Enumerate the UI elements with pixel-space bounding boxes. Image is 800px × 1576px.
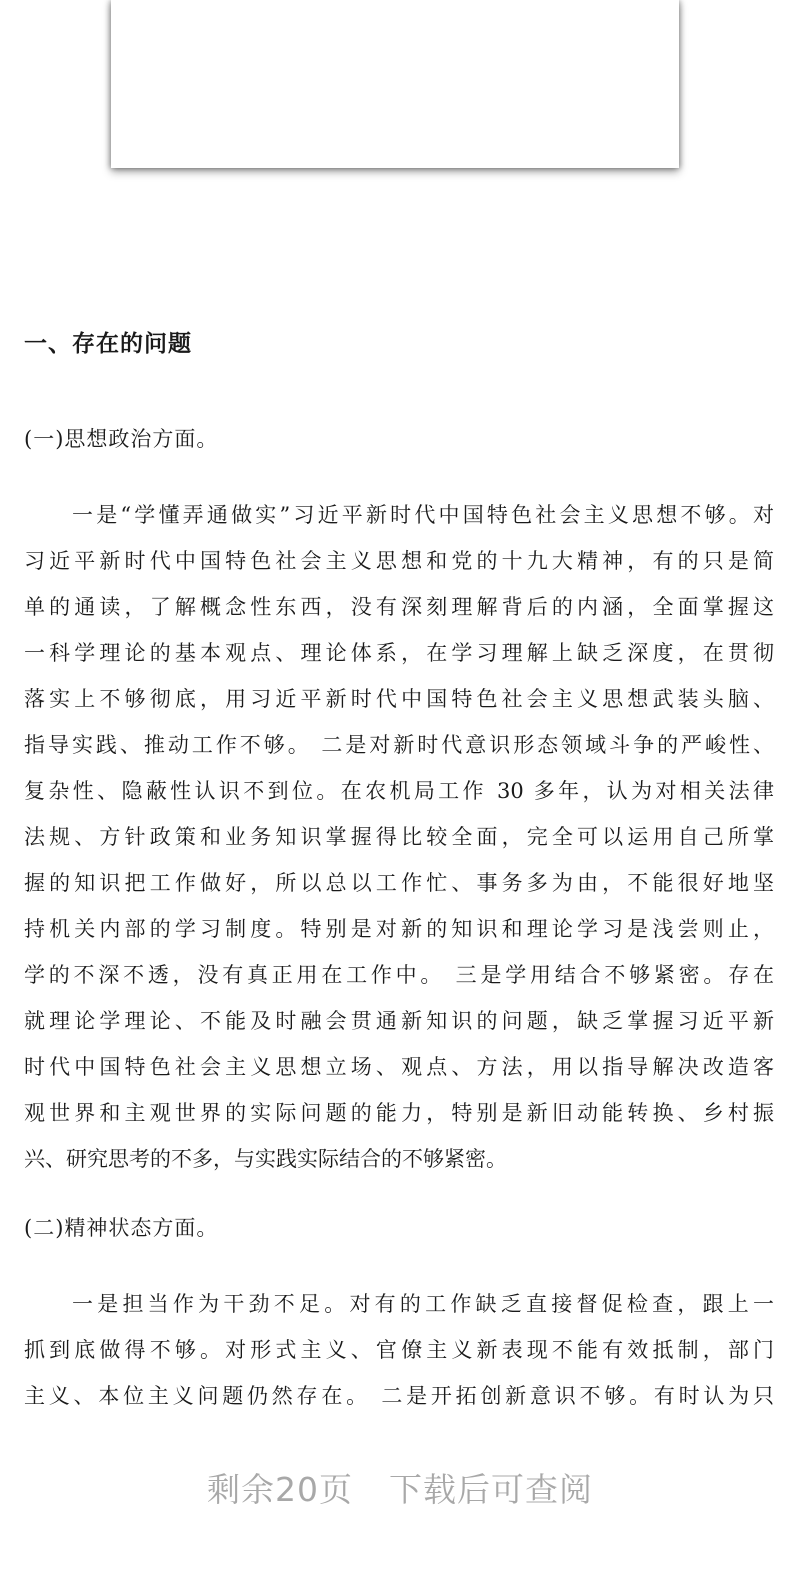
text-line: 握的知识把工作做好，所以总以工作忙、事务多为由，不能很好地坚 [24,871,774,895]
paragraph-spirit [24,1281,774,1419]
text-line: 指导实践、推动工作不够。 二是对新时代意识形态领域斗争的严峻性、 [24,733,774,757]
text-line: 时代中国特色社会主义思想立场、观点、方法，用以指导解决改造客 [24,1055,774,1079]
text-line: 持机关内部的学习制度。特别是对新的知识和理论学习是浅尝则止， [24,917,774,941]
subsection-heading-ideology: (一)思想政治方面。 [24,427,219,451]
download-prompt[interactable] [0,1468,800,1512]
text-line: 抓到底做得不够。对形式主义、官僚主义新表现不能有效抵制，部门 [24,1338,774,1362]
remaining-pages-label: 剩余20页 [207,1470,353,1509]
text-line: 一是担当作为干劲不足。对有的工作缺乏直接督促检查，跟上一 [72,1292,774,1316]
document-page-preview [111,0,679,168]
text-line: 落实上不够彻底，用习近平新时代中国特色社会主义思想武装头脑、 [24,687,774,711]
text-line: 主义、本位主义问题仍然存在。 二是开拓创新意识不够。有时认为只 [24,1384,774,1408]
text-line: 复杂性、隐蔽性认识不到位。在农机局工作 30 多年，认为对相关法律 [24,779,774,803]
text-line: 一是“学懂弄通做实”习近平新时代中国特色社会主义思想不够。对 [72,503,774,527]
text-line: 法规、方针政策和业务知识掌握得比较全面，完全可以运用自己所掌 [24,825,774,849]
text-line: 就理论学理论、不能及时融会贯通新知识的问题，缺乏掌握习近平新 [24,1009,774,1033]
text-line: 兴、研究思考的不多，与实践实际结合的不够紧密。 [24,1147,507,1171]
section-heading: 一、存在的问题 [24,331,192,357]
subsection-heading-spirit: (二)精神状态方面。 [24,1216,219,1240]
text-line: 习近平新时代中国特色社会主义思想和党的十九大精神，有的只是简 [24,549,774,573]
text-line: 观世界和主观世界的实际问题的能力，特别是新旧动能转换、乡村振 [24,1101,774,1125]
text-line: 单的通读，了解概念性东西，没有深刻理解背后的内涵，全面掌握这 [24,595,774,619]
paragraph-ideology [24,492,774,1182]
text-line: 一科学理论的基本观点、理论体系，在学习理解上缺乏深度，在贯彻 [24,641,774,665]
text-line: 学的不深不透，没有真正用在工作中。 三是学用结合不够紧密。存在 [24,963,774,987]
download-to-view-label: 下载后可查阅 [389,1470,593,1509]
